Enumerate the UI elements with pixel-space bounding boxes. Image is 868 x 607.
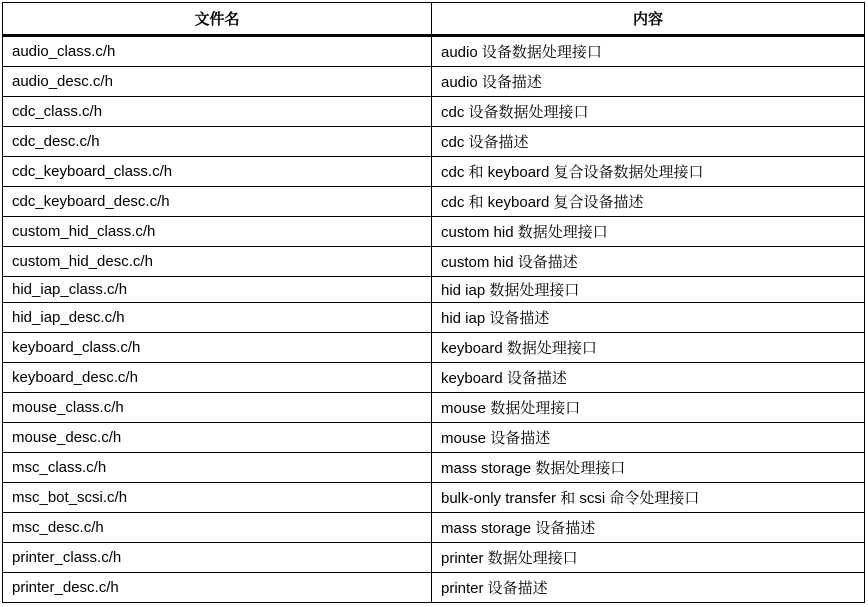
filename-cell: custom_hid_desc.c/h <box>3 247 432 277</box>
table-row <box>3 97 865 127</box>
filename-cell: printer_class.c/h <box>3 543 432 573</box>
content-cell: custom hid 数据处理接口 <box>432 217 865 247</box>
content-cell: cdc 设备数据处理接口 <box>432 97 865 127</box>
table-row <box>3 127 865 157</box>
table-header-row <box>3 3 865 36</box>
content-cell: mass storage 数据处理接口 <box>432 453 865 483</box>
table-row <box>3 157 865 187</box>
header-filename: 文件名 <box>3 3 432 36</box>
table-row <box>3 483 865 513</box>
filename-cell: cdc_class.c/h <box>3 97 432 127</box>
table-row <box>3 453 865 483</box>
content-cell: printer 数据处理接口 <box>432 543 865 573</box>
content-cell: hid iap 数据处理接口 <box>432 277 865 303</box>
table-row <box>3 277 865 303</box>
filename-cell: cdc_keyboard_class.c/h <box>3 157 432 187</box>
filename-cell: msc_bot_scsi.c/h <box>3 483 432 513</box>
table-row <box>3 36 865 67</box>
content-cell: mouse 设备描述 <box>432 423 865 453</box>
filename-cell: keyboard_class.c/h <box>3 333 432 363</box>
filename-cell: msc_desc.c/h <box>3 513 432 543</box>
content-cell: bulk-only transfer 和 scsi 命令处理接口 <box>432 483 865 513</box>
filename-cell: audio_class.c/h <box>3 36 432 67</box>
content-cell: mass storage 设备描述 <box>432 513 865 543</box>
table-row <box>3 247 865 277</box>
table-row <box>3 67 865 97</box>
file-description-table <box>2 2 865 603</box>
content-cell: cdc 设备描述 <box>432 127 865 157</box>
filename-cell: keyboard_desc.c/h <box>3 363 432 393</box>
table-row <box>3 423 865 453</box>
filename-cell: hid_iap_class.c/h <box>3 277 432 303</box>
filename-cell: printer_desc.c/h <box>3 573 432 603</box>
table-row <box>3 303 865 333</box>
content-cell: cdc 和 keyboard 复合设备描述 <box>432 187 865 217</box>
content-cell: keyboard 设备描述 <box>432 363 865 393</box>
table-row <box>3 187 865 217</box>
table-row <box>3 543 865 573</box>
filename-cell: cdc_keyboard_desc.c/h <box>3 187 432 217</box>
content-cell: keyboard 数据处理接口 <box>432 333 865 363</box>
content-cell: printer 设备描述 <box>432 573 865 603</box>
table-row <box>3 333 865 363</box>
filename-cell: mouse_class.c/h <box>3 393 432 423</box>
table-row <box>3 393 865 423</box>
content-cell: custom hid 设备描述 <box>432 247 865 277</box>
table-row <box>3 217 865 247</box>
content-cell: hid iap 设备描述 <box>432 303 865 333</box>
content-cell: audio 设备数据处理接口 <box>432 36 865 67</box>
table-row <box>3 363 865 393</box>
filename-cell: audio_desc.c/h <box>3 67 432 97</box>
filename-cell: custom_hid_class.c/h <box>3 217 432 247</box>
table-row <box>3 573 865 603</box>
filename-cell: cdc_desc.c/h <box>3 127 432 157</box>
header-content: 内容 <box>432 3 865 36</box>
filename-cell: msc_class.c/h <box>3 453 432 483</box>
filename-cell: mouse_desc.c/h <box>3 423 432 453</box>
filename-cell: hid_iap_desc.c/h <box>3 303 432 333</box>
content-cell: audio 设备描述 <box>432 67 865 97</box>
content-cell: mouse 数据处理接口 <box>432 393 865 423</box>
table-row <box>3 513 865 543</box>
content-cell: cdc 和 keyboard 复合设备数据处理接口 <box>432 157 865 187</box>
